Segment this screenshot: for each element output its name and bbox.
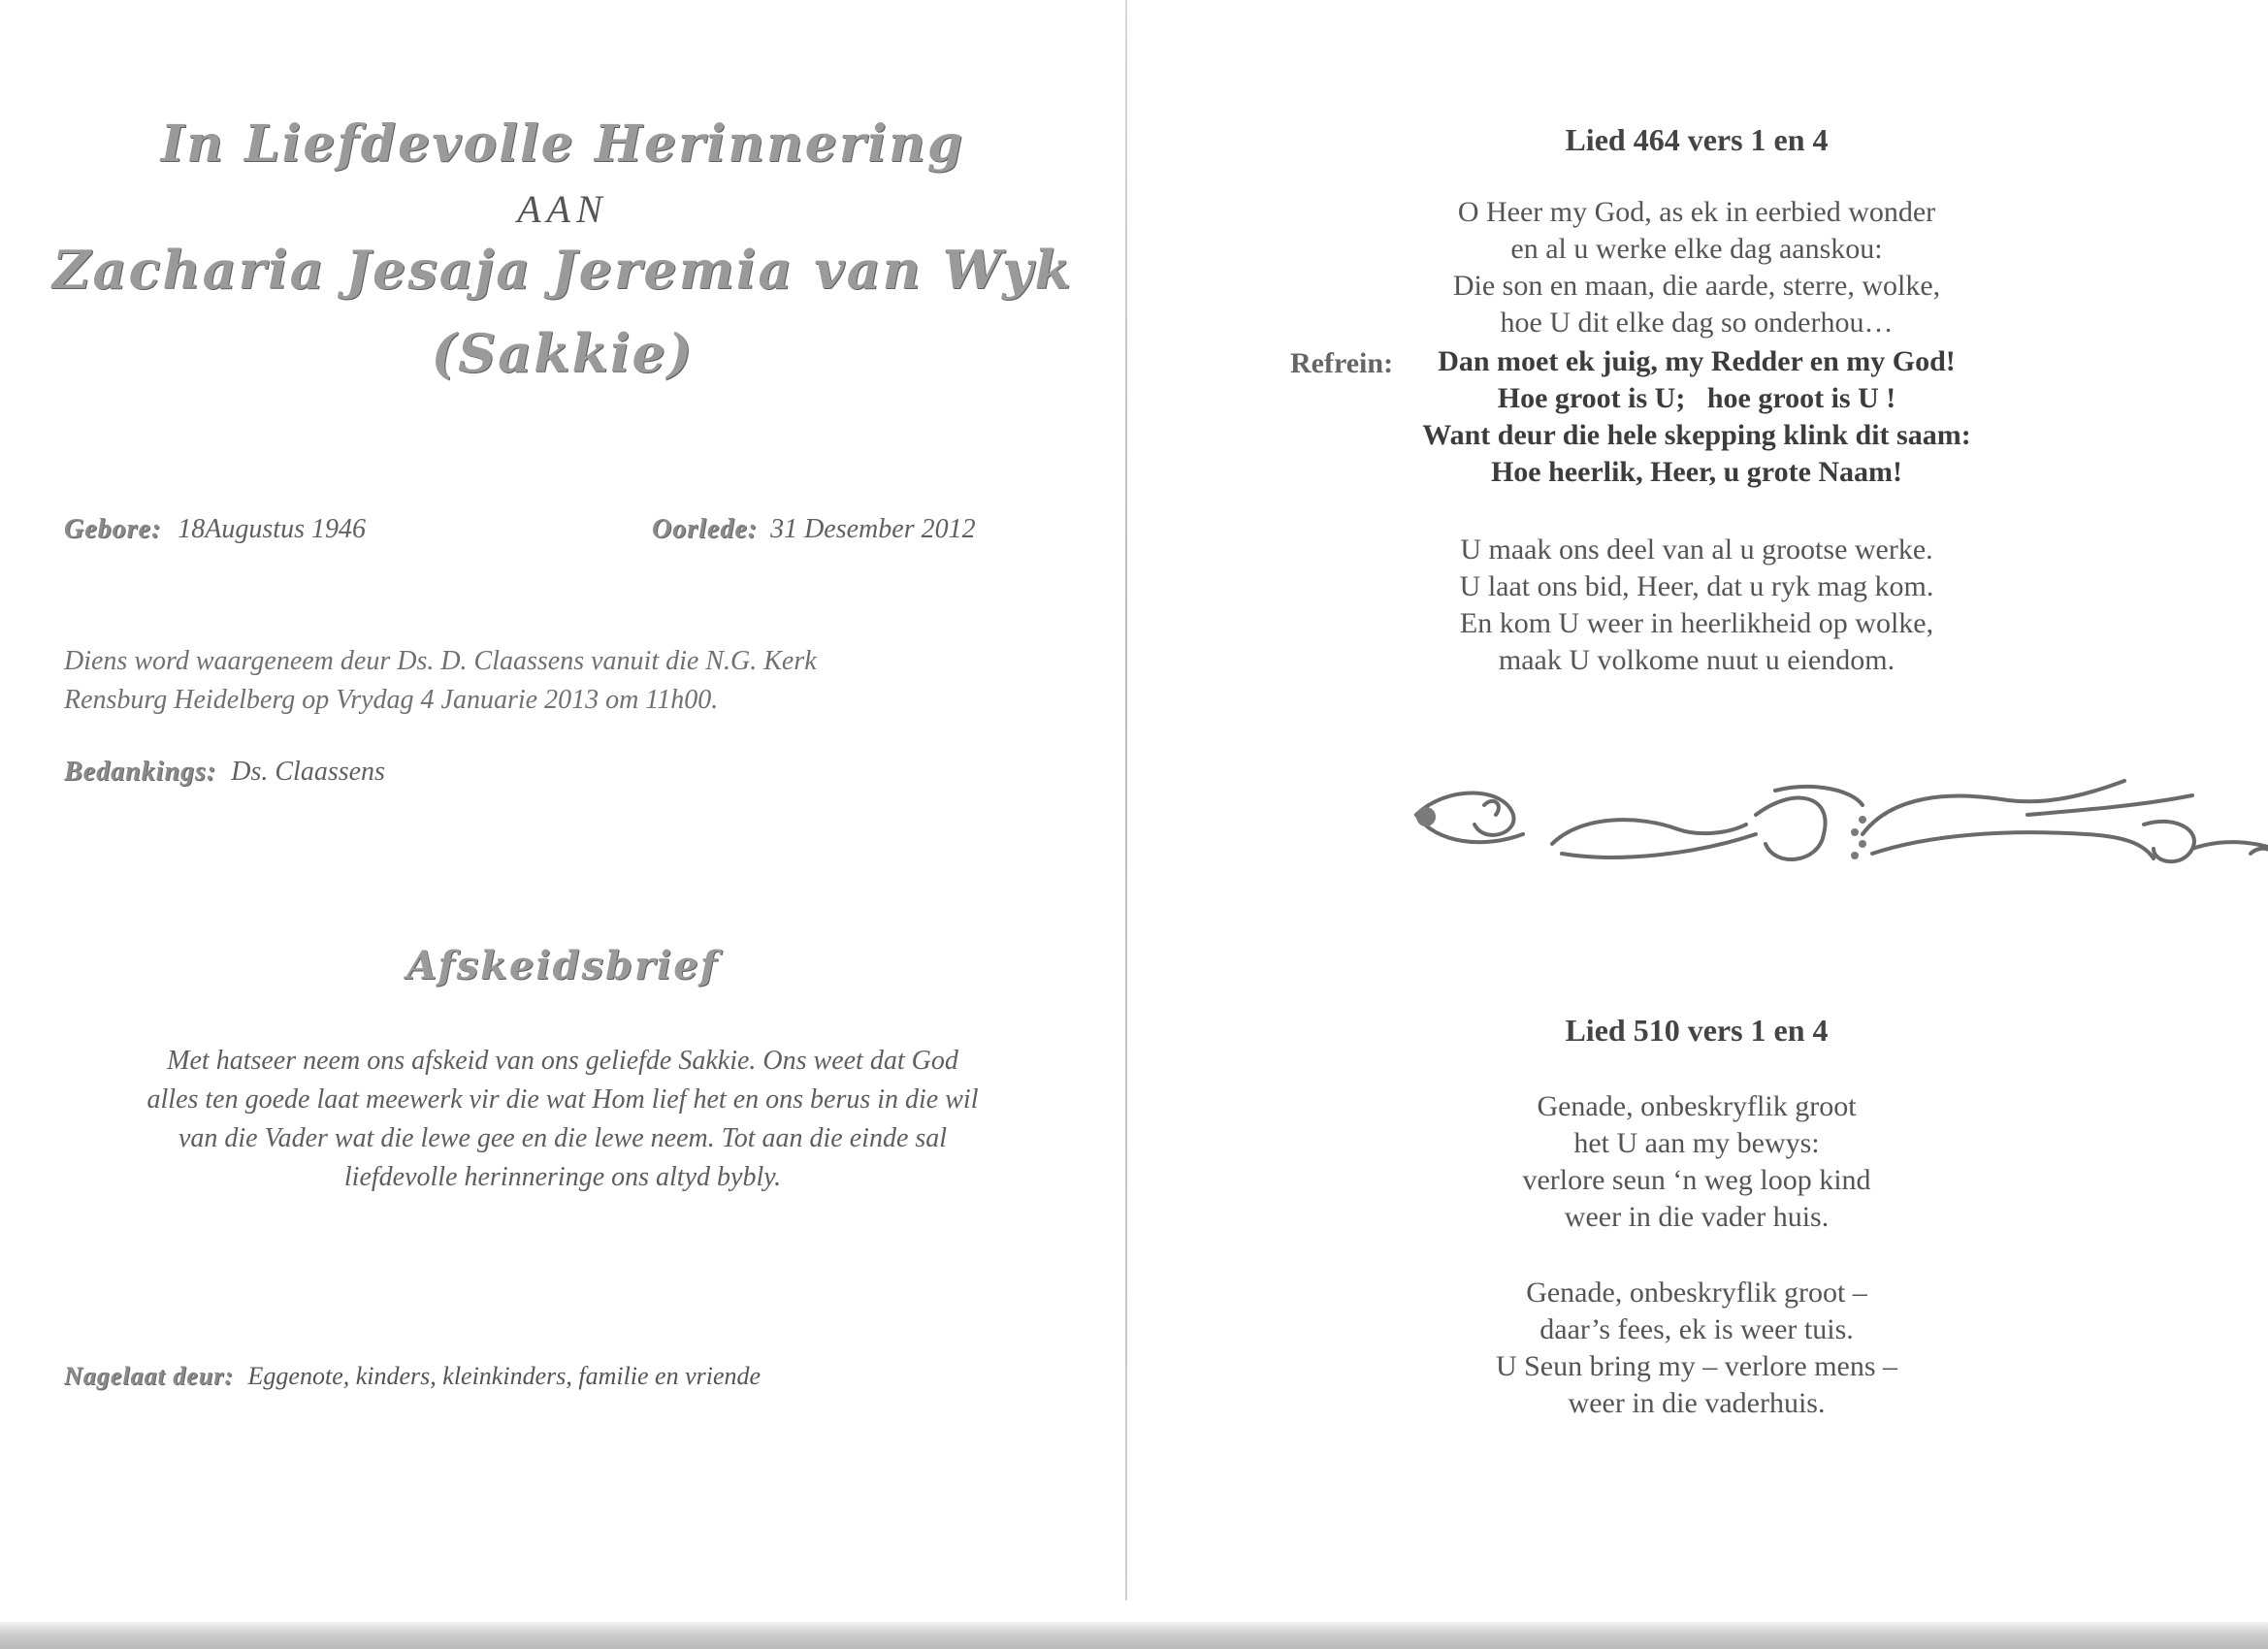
- left-page: [0, 0, 1125, 1649]
- death-date: [652, 514, 976, 545]
- deceased-nickname: (Sakkie): [431, 322, 695, 384]
- verse-line: Die son en maan, die aarde, sterre, wolke,: [1452, 270, 1941, 302]
- hymn1-title: Lied 464 vers 1 en 4: [1565, 122, 1829, 157]
- verse-line: Genade, onbeskryflik groot –: [1526, 1277, 1867, 1309]
- deceased-name: Zacharia Jesaja Jeremia van Wyk: [52, 239, 1073, 301]
- refrain-line: Hoe groot is U; hoe groot is U !: [1497, 382, 1896, 414]
- memorial-title: In Liefdevolle Herinnering: [160, 114, 965, 174]
- right-page: [1125, 0, 2268, 1649]
- verse-line: Genade, onbeskryflik groot: [1537, 1090, 1857, 1122]
- survived-by: [64, 1362, 761, 1391]
- hymn2-verse1: [1125, 1088, 2268, 1236]
- aan-label: AAN: [517, 187, 608, 231]
- verse-line: U laat ons bid, Heer, dat u ryk mag kom.: [1459, 570, 1934, 602]
- letter-line: Met hatseer neem ons afskeid van ons geliefde Sakkie. Ons weet dat God: [167, 1046, 958, 1076]
- thanks-label: Bedankings:: [64, 757, 217, 787]
- letter-line: liefdevolle herinneringe ons altyd bybly.: [343, 1162, 782, 1192]
- hymn2-verse4: [1125, 1275, 2268, 1422]
- verse-line: en al u werke elke dag aanskou:: [1510, 233, 1883, 265]
- died-label: Oorlede:: [652, 514, 759, 544]
- ornament-icon: [1407, 776, 2268, 892]
- refrain-line: Dan moet ek juig, my Redder en my God!: [1438, 345, 1956, 377]
- letter-line: van die Vader wat die lewe gee en die lewe neem. Tot aan die einde sal: [178, 1123, 948, 1153]
- verse-line: verlore seun ‘n weg loop kind: [1522, 1164, 1871, 1196]
- service-details: [64, 642, 1034, 720]
- refrain: [1125, 343, 2268, 491]
- left-by-label: Nagelaat deur:: [64, 1362, 235, 1390]
- letter-title: Afskeidsbrief: [406, 943, 719, 988]
- verse-line: hoe U dit elke dag so onderhou…: [1500, 307, 1894, 339]
- verse-line: En kom U weer in heerlikheid op wolke,: [1459, 607, 1934, 639]
- hymn2-title: Lied 510 vers 1 en 4: [1565, 1013, 1829, 1048]
- verse-line: daar’s fees, ek is weer tuis.: [1539, 1313, 1854, 1345]
- letter-line: alles ten goede laat meewerk vir die wat Hom lief het en ons berus in die wil: [146, 1084, 979, 1115]
- refrain-line: Want deur die hele skepping klink dit saam:: [1422, 419, 1971, 451]
- hymn1-verse1: [1125, 194, 2268, 341]
- hymn1-verse4: [1125, 532, 2268, 679]
- verse-line: het U aan my bewys:: [1573, 1127, 1820, 1159]
- verse-line: weer in die vaderhuis.: [1568, 1387, 1826, 1419]
- service-line: Diens word waargeneem deur Ds. D. Claassens vanuit die N.G. Kerk: [64, 646, 817, 676]
- verse-line: O Heer my God, as ek in eerbied wonder: [1457, 196, 1936, 228]
- thanks: [64, 757, 385, 788]
- scan-bottom-edge: [0, 1622, 2268, 1649]
- refrain-label: Refrein:: [1290, 347, 1394, 379]
- thanks-value: Ds. Claassens: [231, 757, 385, 787]
- died-value: 31 Desember 2012: [770, 514, 976, 544]
- born-label: Gebore:: [64, 514, 162, 544]
- verse-line: weer in die vader huis.: [1564, 1201, 1830, 1233]
- service-line: Rensburg Heidelberg op Vrydag 4 Januarie 2013 om 11h00.: [64, 685, 719, 715]
- verse-line: U Seun bring my – verlore mens –: [1495, 1350, 1898, 1382]
- verse-line: U maak ons deel van al u grootse werke.: [1460, 534, 1933, 566]
- left-by-value: Eggenote, kinders, kleinkinders, familie en vriende: [247, 1362, 761, 1390]
- refrain-line: Hoe heerlik, Heer, u grote Naam!: [1490, 456, 1903, 488]
- verse-line: maak U volkome nuut u eiendom.: [1498, 644, 1895, 676]
- birth-date: [64, 514, 366, 545]
- born-value: 18Augustus 1946: [178, 514, 366, 544]
- farewell-letter: [58, 1042, 1067, 1197]
